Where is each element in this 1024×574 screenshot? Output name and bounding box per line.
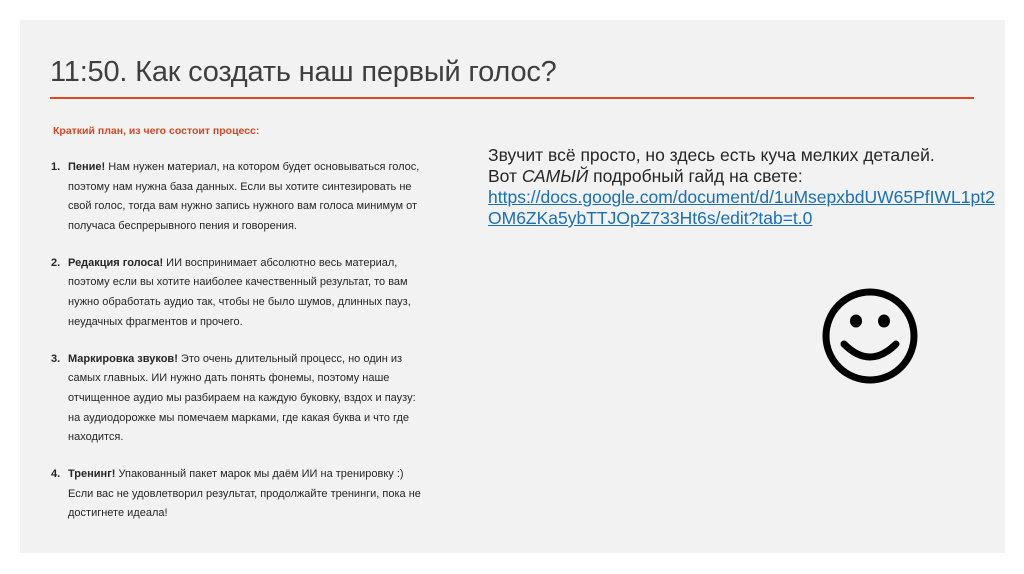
step-number: 4. — [51, 468, 61, 481]
plan-step-1 — [51, 158, 426, 236]
step-body — [68, 350, 426, 448]
step-text: Нам нужен материал, на котором будет основываться голос, поэтому нам нужна база данных. Если вы хотите синтезировать не свой голос, тогда вам нужно запись нужного вам голоса минимум от получаса беспрерывного пения и говорения. — [68, 161, 420, 232]
step-text: ИИ воспринимает абсолютно весь материал, поэтому если вы хотите наиболее качественный результат, то вам нужно обработать аудио так, чтобы не было шумов, длинных пауз, неудачных фрагментов и прочего. — [68, 256, 411, 328]
step-number: 3. — [51, 352, 61, 365]
plan-step-4 — [51, 465, 426, 524]
step-heading: Тренинг! — [68, 468, 116, 481]
guide-note — [488, 145, 998, 229]
title-divider — [50, 97, 974, 99]
guide-emphasis: САМЫЙ — [521, 166, 589, 186]
guide-line-2 — [488, 166, 998, 187]
smiley-face-icon — [820, 286, 920, 386]
slide-title: 11:50. Как создать наш первый голос? — [50, 56, 557, 88]
step-body — [68, 158, 426, 236]
step-heading: Пение! — [68, 161, 106, 173]
step-number: 2. — [51, 256, 61, 269]
process-plan — [51, 125, 426, 542]
step-heading: Маркировка звуков! — [68, 352, 178, 365]
plan-step-2 — [51, 254, 426, 332]
step-body — [68, 254, 426, 332]
step-heading: Редакция голоса! — [68, 256, 164, 269]
guide-line-2-start: Вот — [488, 166, 522, 186]
guide-line-2-end: подробный гайд на свете: — [588, 166, 803, 186]
guide-link[interactable]: https://docs.google.com/document/d/1uMsepxbdUW65PfIWL1pt2OM6ZKa5ybTTJOpZ733Ht6s/edit?tab=t.0 — [488, 187, 995, 228]
guide-line-1: Звучит всё просто, но здесь есть куча мелких деталей. — [488, 145, 935, 165]
slide — [20, 20, 1005, 553]
step-body — [68, 465, 426, 524]
step-number: 1. — [51, 161, 61, 173]
step-text: Это очень длительный процесс, но один из самых главных. ИИ нужно дать понять фонемы, поэтому наше отчищенное аудио мы разбираем на каждую буковку, вздох и паузу: на аудиодорожке мы помечаем марками, где какая буква и что где находится. — [68, 352, 416, 444]
plan-intro: Краткий план, из чего состоит процесс: — [53, 125, 260, 137]
plan-step-3 — [51, 350, 426, 448]
step-text: Упакованный пакет марок мы даём ИИ на тренировку :) Если вас не удовлетворил результат, продолжайте тренинги, пока не достигнете идеала! — [68, 468, 421, 520]
